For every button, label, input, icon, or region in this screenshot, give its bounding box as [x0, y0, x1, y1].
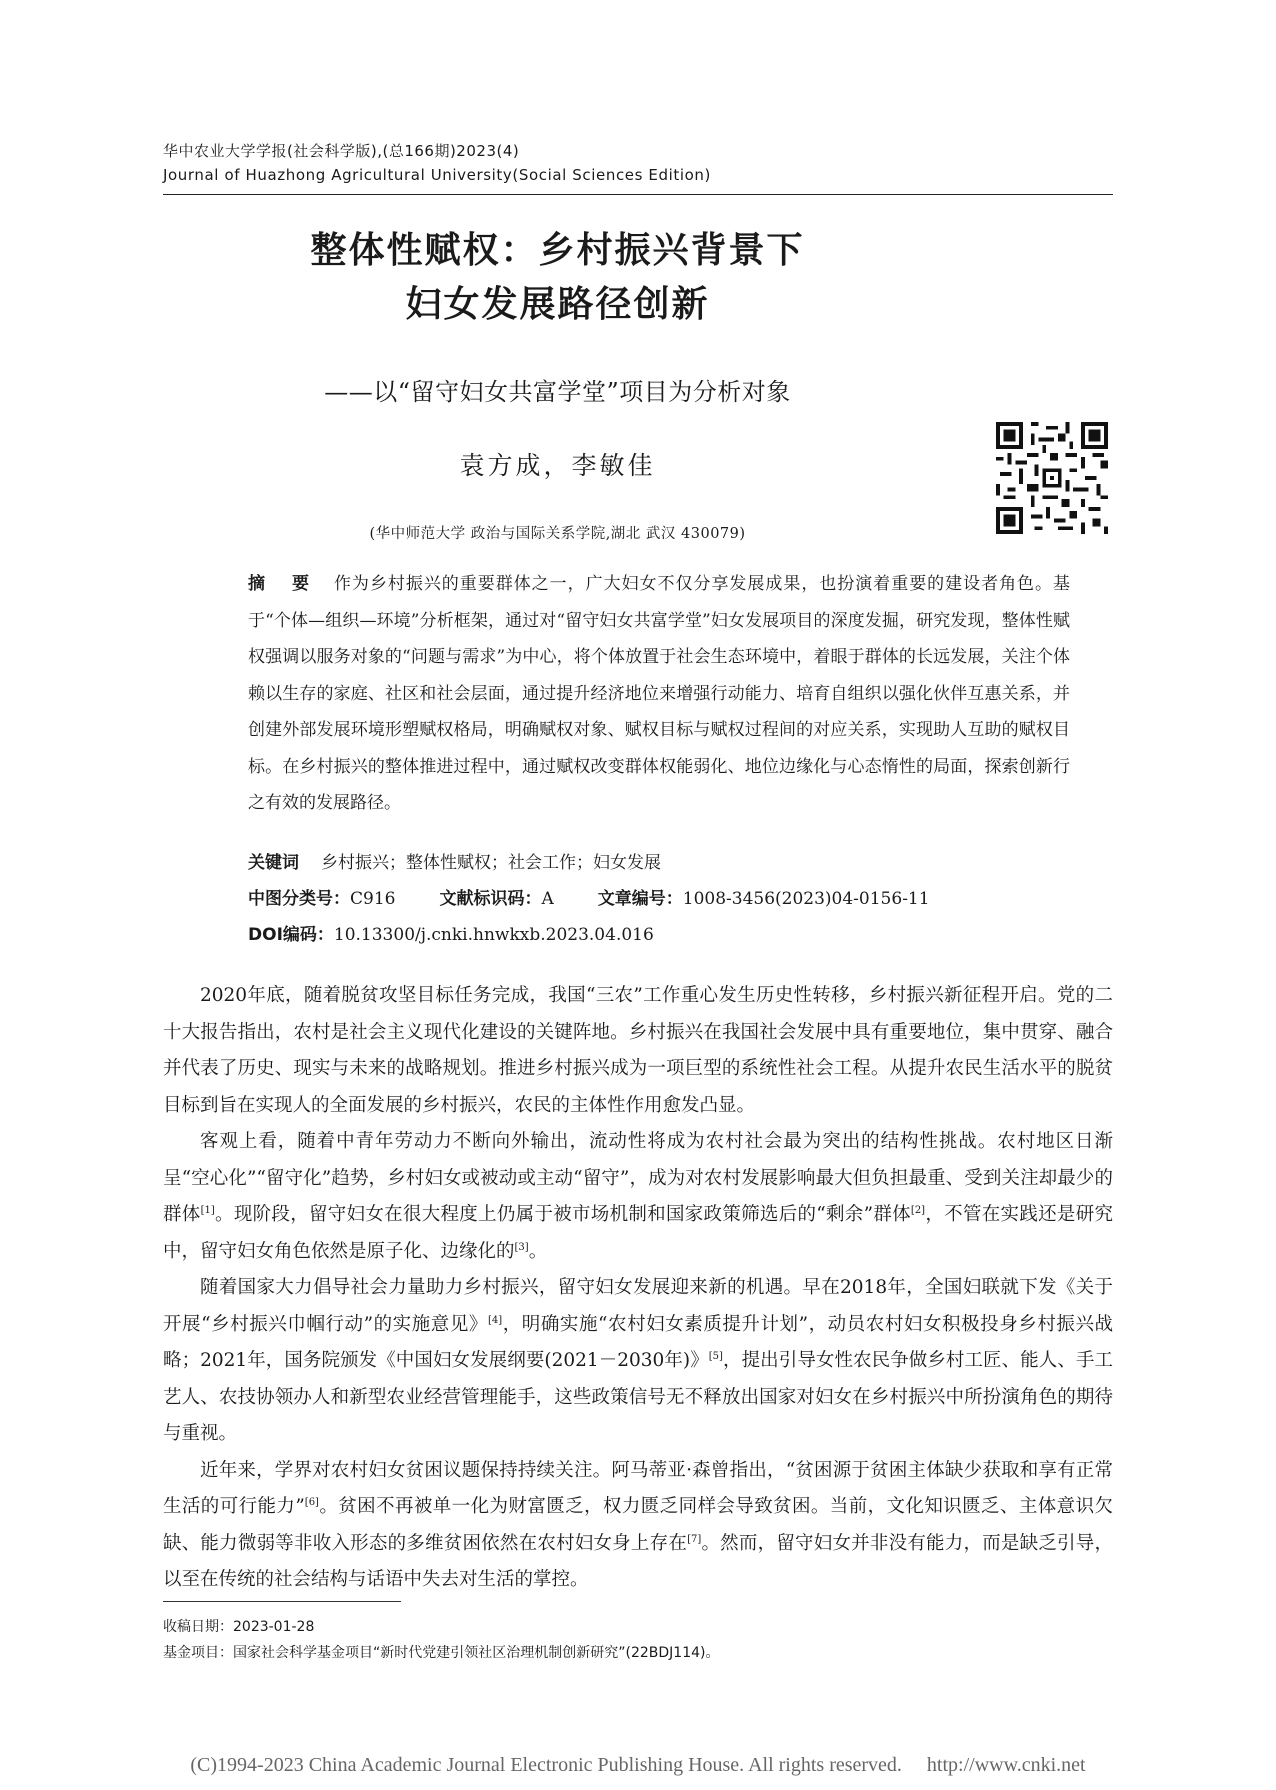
citation-ref: [6]	[304, 1496, 319, 1508]
body-paragraph-3	[163, 1270, 1113, 1453]
doc-code-label: 文献标识码：	[439, 889, 542, 909]
footnote-divider	[163, 1601, 401, 1602]
clc-value: C916	[350, 889, 396, 909]
doc-code-value: A	[541, 889, 554, 909]
body-paragraph-2	[163, 1124, 1113, 1270]
journal-name-en: Journal of Huazhong Agricultural University(Social Sciences Edition)	[163, 166, 711, 184]
clc-label: 中图分类号：	[248, 889, 350, 909]
author-affiliation: (华中师范大学 政治与国际关系学院,湖北 武汉 430079)	[369, 526, 746, 542]
text-span: 客观上看，随着中青年劳动力不断向外输出，流动性将成为农村社会最为突出的结构性挑战。农村地区日渐呈“空心化”“留守化”趋势，乡村妇女或被动或主动“留守”，成为对农村发展影响最大但负担最重、受到关注却最少的群体	[163, 1131, 1113, 1225]
citation-ref: [3]	[514, 1241, 529, 1253]
title-line-2: 妇女发展路径创新	[405, 284, 710, 325]
citation-ref: [4]	[487, 1314, 503, 1326]
body-paragraph-1: 2020年底，随着脱贫攻坚目标任务完成，我国“三农”工作重心发生历史性转移，乡村振兴新征程开启。党的二十大报告指出，农村是社会主义现代化建设的关键阵地。乡村振兴在我国社会发展中具有重要地位，集中贯穿、融合并代表了历史、现实与未来的战略规划。推进乡村振兴成为一项巨型的系统性社会工程。从提升农民生活水平的脱贫目标到旨在实现人的全面发展的乡村振兴，农民的主体性作用愈发凸显。	[163, 985, 1113, 1116]
citation-ref: [1]	[200, 1204, 215, 1216]
doi-line	[248, 920, 654, 945]
classification-line	[248, 884, 930, 909]
keywords-text: 乡村振兴；整体性赋权；社会工作；妇女发展	[321, 853, 661, 873]
footnote-fund: 基金项目：国家社会科学基金项目“新时代党建引领社区治理机制创新研究”(22BDJ114)。	[163, 1645, 720, 1661]
citation-ref: [7]	[687, 1533, 702, 1545]
keywords-label: 关键词	[248, 853, 299, 873]
header-divider	[163, 194, 1113, 195]
text-span: ，不管在实践还是研究中，留守妇女角色依然是原子化、边缘化的	[163, 1204, 1113, 1262]
doi-value: 10.13300/j.cnki.hnwkxb.2023.04.016	[333, 925, 654, 945]
article-number-value: 1008-3456(2023)04-0156-11	[682, 889, 930, 909]
text-span: 。	[528, 1240, 548, 1262]
text-span: 。然而，留守妇女并非没有能力，而是缺乏引导，以至在传统的社会结构与话语中失去对生活的掌控。	[163, 1532, 1113, 1590]
abstract	[248, 566, 1070, 822]
abstract-text: 作为乡村振兴的重要群体之一，广大妇女不仅分享发展成果，也扮演着重要的建设者角色。基于“个体—组织—环境”分析框架，通过对“留守妇女共富学堂”妇女发展项目的深度发掘，研究发现，整体性赋权强调以服务对象的“问题与需求”为中心，将个体放置于社会生态环境中，着眼于群体的长远发展，关注个体赖以生存的家庭、社区和社会层面，通过提升经济地位来增强行动能力、培育自组织以强化伙伴互惠关系，并创建外部发展环境形塑赋权格局，明确赋权对象、赋权目标与赋权过程间的对应关系，实现助人互助的赋权目标。在乡村振兴的整体推进过程中，通过赋权改变群体权能弱化、地位边缘化与心态惰性的局面，探索创新行之有效的发展路径。	[248, 574, 1071, 813]
abstract-label: 摘 要	[248, 574, 314, 594]
text-span: 。现阶段，留守妇女在很大程度上仍属于被市场机制和国家政策筛选后的“剩余”群体	[214, 1204, 911, 1225]
copyright-footer: (C)1994-2023 China Academic Journal Electronic Publishing House. All rights reserved. http://www.cnki.net	[190, 1754, 1086, 1776]
text-span: 随着国家大力倡导社会力量助力乡村振兴，留守妇女发展迎来新的机遇。早在2018年，全国妇联就下发《关于开展“乡村振兴巾帼行动”的实施意见》	[163, 1277, 1113, 1335]
text-span: 近年来，学界对农村妇女贫困议题保持持续关注。阿马蒂亚·森曾指出，“贫困源于贫困主体缺少获取和享有正常生活的可行能力”	[163, 1459, 1113, 1517]
citation-ref: [2]	[910, 1204, 926, 1216]
text-span: ，提出引导女性农民争做乡村工匠、能人、手工艺人、农技协领办人和新型农业经营管理能手，这些政策信号无不释放出国家对妇女在乡村振兴中所扮演角色的期待与重视。	[163, 1350, 1113, 1444]
body-text	[163, 978, 1113, 1599]
footnote-received-date: 收稿日期：2023-01-28	[163, 1619, 315, 1635]
body-paragraph-4	[163, 1453, 1113, 1599]
article-number-label: 文章编号：	[597, 889, 683, 909]
article-title	[200, 224, 915, 332]
keywords	[248, 848, 661, 873]
article-subtitle: ——以“留守妇女共富学堂”项目为分析对象	[324, 378, 791, 406]
journal-name-cn: 华中农业大学学报(社会科学版),(总166期)2023(4)	[163, 142, 520, 160]
text-span: ，明确实施“农村妇女素质提升计划”，动员农村妇女积极投身乡村振兴战略；2021年，国务院颁发《中国妇女发展纲要(2021－2030年)》	[163, 1313, 1114, 1371]
article-authors: 袁方成，李敏佳	[459, 451, 656, 480]
doi-label: DOI编码：	[248, 925, 334, 945]
qr-code-icon	[996, 422, 1108, 534]
title-line-1: 整体性赋权：乡村振兴背景下	[310, 230, 805, 271]
citation-ref: [5]	[708, 1350, 723, 1362]
text-span: 。贫困不再被单一化为财富匮乏，权力匮乏同样会导致贫困。当前，文化知识匮乏、主体意识欠缺、能力微弱等非收入形态的多维贫困依然在农村妇女身上存在	[163, 1496, 1113, 1554]
